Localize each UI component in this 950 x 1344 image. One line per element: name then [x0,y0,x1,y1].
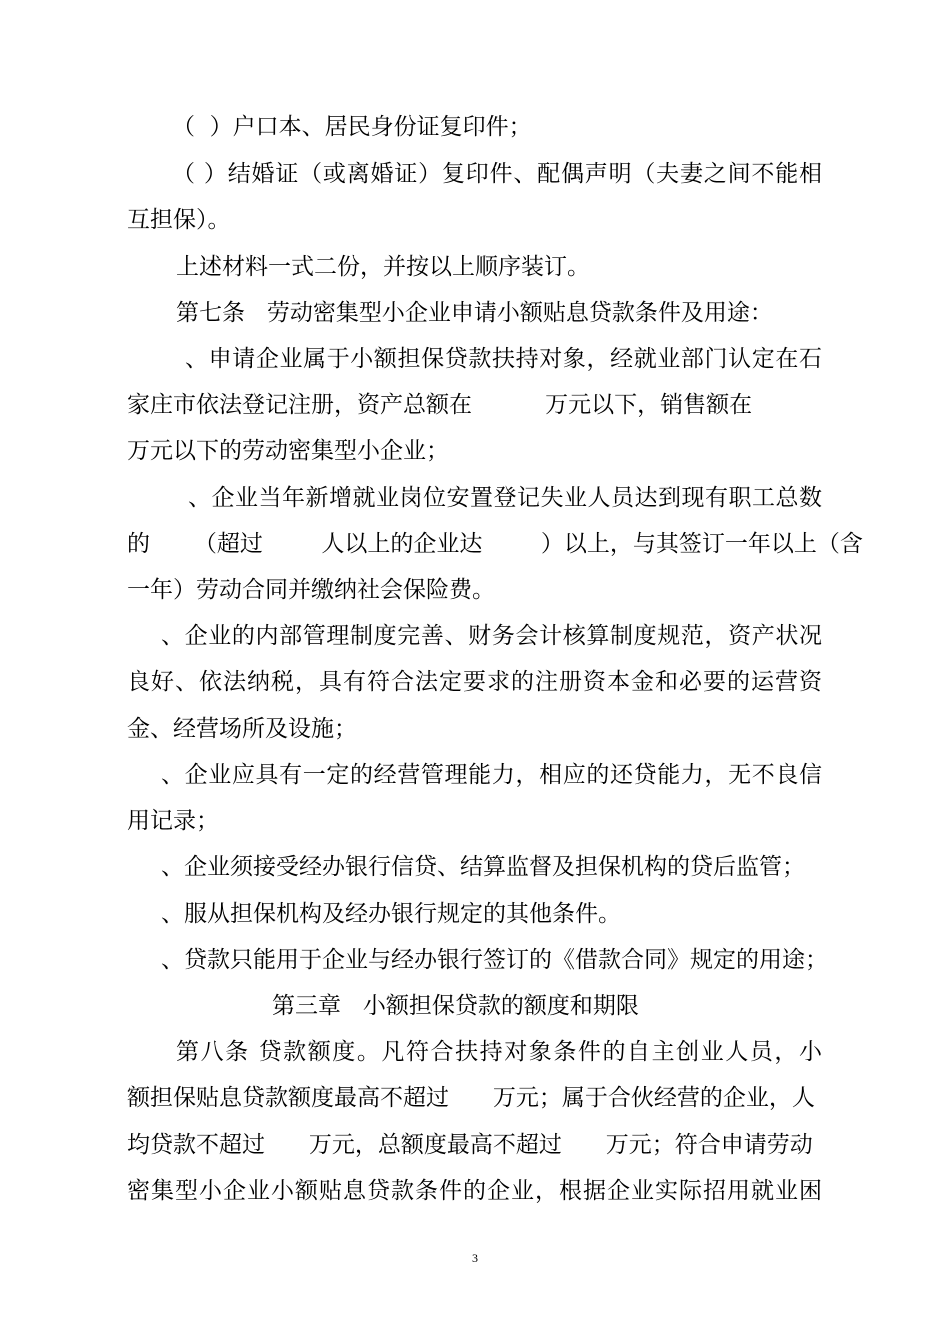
text-line-5: 第七条 劳动密集型小企业申请小额贴息贷款条件及用途： [176,300,773,326]
text-line-13: 良好、依法纳税，具有符合法定要求的注册资本金和必要的运营资 [127,669,822,695]
text-line-2: （ ）结婚证（或离婚证）复印件、配偶声明（夫妻之间不能相 [172,161,822,187]
text-line-16: 用记录； [127,808,219,834]
text-line-19: 、贷款只能用于企业与经办银行签订的《借款合同》规定的用途； [161,947,828,973]
text-line-18: 、服从担保机构及经办银行规定的其他条件。 [161,901,621,927]
text-line-10: 的 （超过 人以上的企业达 ）以上，与其签订一年以上（含 [127,531,863,557]
text-line-9: 、企业当年新增就业岗位安置登记失业人员达到现有职工总数 [188,485,822,511]
text-line-17: 、企业须接受经办银行信贷、结算监督及担保机构的贷后监管； [161,854,805,880]
text-line-4: 上述材料一式二份，并按以上顺序装订。 [176,254,590,280]
text-line-7: 家庄市依法登记注册，资产总额在 万元以下，销售额在 [127,392,753,418]
text-line-8: 万元以下的劳动密集型小企业； [127,438,449,464]
text-line-21: 第八条 贷款额度。凡符合扶持对象条件的自主创业人员，小 [176,1039,822,1065]
text-line-11: 一年）劳动合同并缴纳社会保险费。 [127,577,495,603]
text-line-1: （ ）户口本、居民身份证复印件； [172,114,532,140]
text-line-24: 密集型小企业小额贴息贷款条件的企业，根据企业实际招用就业困 [127,1178,822,1204]
text-line-12: 、企业的内部管理制度完善、财务会计核算制度规范，资产状况 [161,623,822,649]
text-line-23: 均贷款不超过 万元，总额度最高不超过 万元；符合申请劳动 [127,1132,813,1158]
text-line-15: 、企业应具有一定的经营管理能力，相应的还贷能力，无不良信 [161,762,822,788]
chapter-heading: 第三章 小额担保贷款的额度和期限 [272,993,639,1019]
text-line-3: 互担保）。 [127,207,231,233]
text-line-14: 金、经营场所及设施； [127,716,357,742]
text-line-22: 额担保贴息贷款额度最高不超过 万元；属于合伙经营的企业，人 [127,1085,815,1111]
text-line-6: 、申请企业属于小额担保贷款扶持对象，经就业部门认定在石 [185,346,822,372]
page-number: 3 [472,1251,478,1265]
